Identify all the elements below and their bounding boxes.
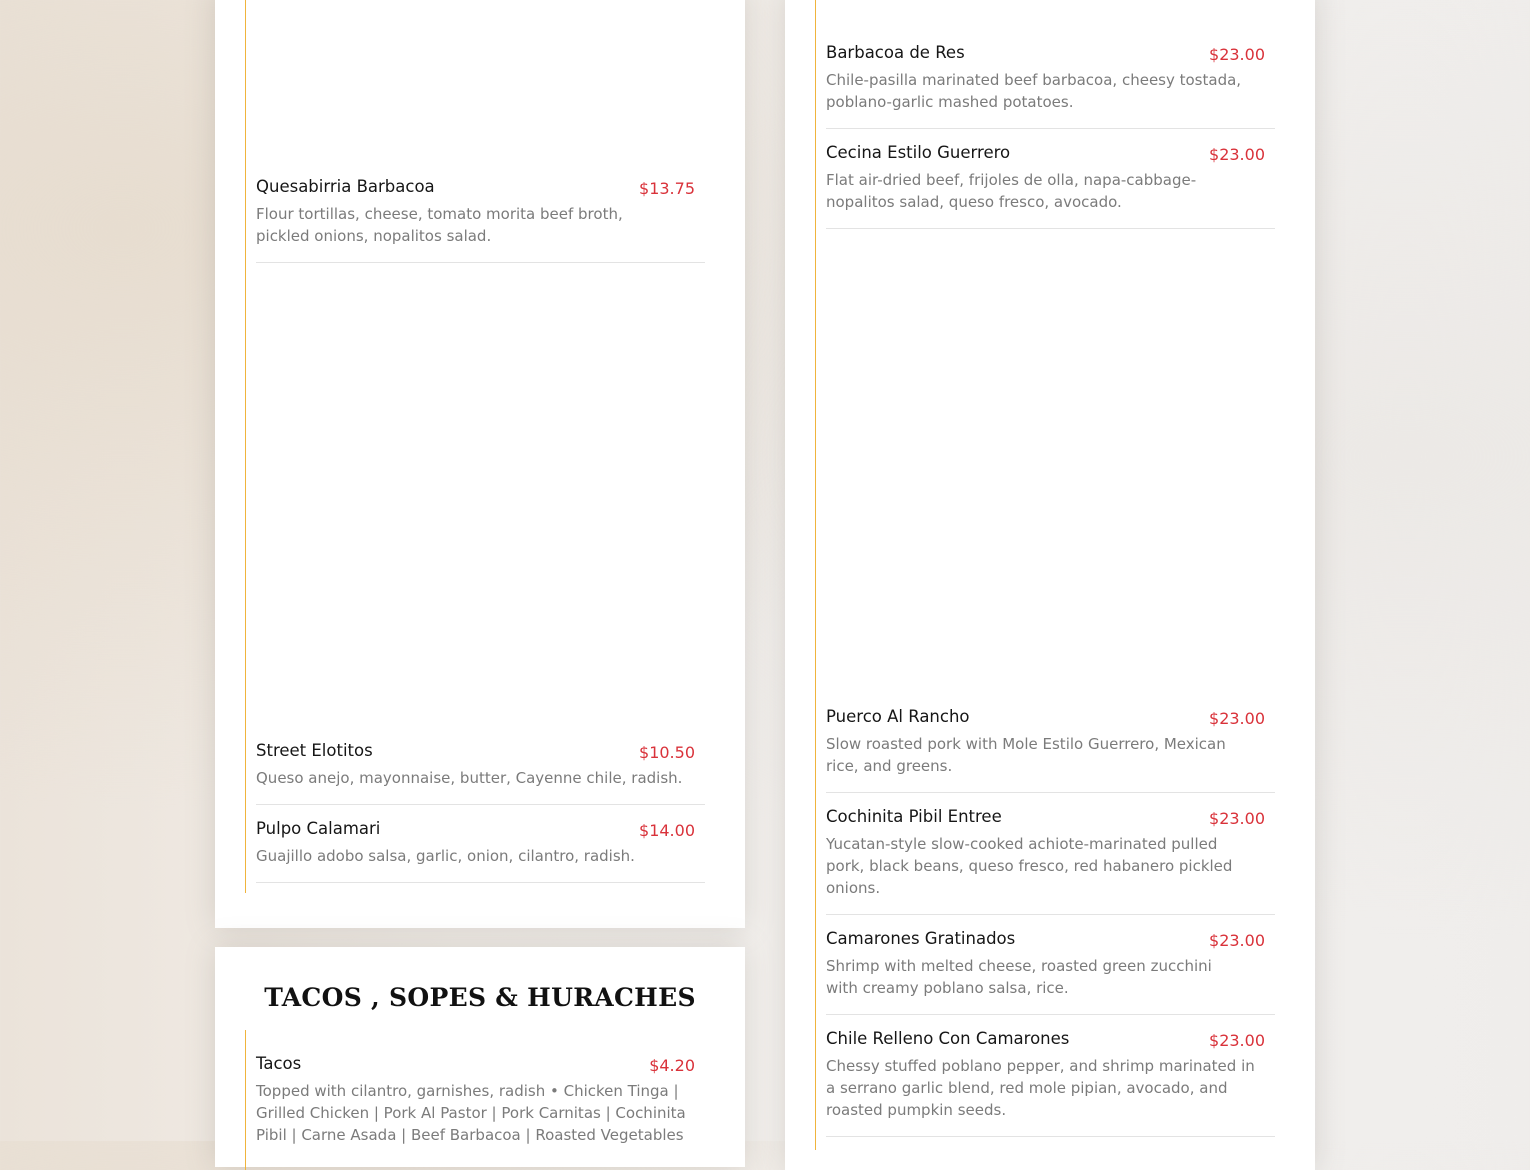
menu-item-name: Street Elotitos [256, 741, 373, 760]
menu-item-description: Guajillo adobo salsa, garlic, onion, cilantro, radish. [256, 847, 635, 865]
menu-item-separator [826, 1136, 1275, 1137]
menu-item-separator [826, 228, 1275, 229]
menu-item-description: Flat air-dried beef, frijoles de olla, napa-cabbage-nopalitos salad, queso fresco, avocado. [826, 171, 1197, 211]
menu-item-description: Flour tortillas, cheese, tomato morita beef broth, pickled onions, nopalitos salad. [256, 205, 623, 245]
menu-card-right [785, 0, 1315, 1170]
menu-item-price: $23.00 [1209, 809, 1265, 828]
menu-item-separator [826, 128, 1275, 129]
accent-divider-line [815, 0, 816, 1150]
menu-item-description: Topped with cilantro, garnishes, radish • Chicken Tinga | Grilled Chicken | Pork Al Pastor | Pork Carnitas | Cochinita Pibil | Carne Asada | Beef Barbacoa | Roasted Vegetables [256, 1082, 686, 1144]
menu-item-description: Slow roasted pork with Mole Estilo Guerrero, Mexican rice, and greens. [826, 735, 1226, 775]
menu-item-name: Tacos [256, 1054, 302, 1073]
menu-item-description: Chile-pasilla marinated beef barbacoa, cheesy tostada, poblano-garlic mashed potatoes. [826, 71, 1242, 111]
menu-item-price: $10.50 [639, 743, 695, 762]
menu-item-description: Shrimp with melted cheese, roasted green zucchini with creamy poblano salsa, rice. [826, 957, 1212, 997]
menu-item-price: $23.00 [1209, 1031, 1265, 1050]
menu-item-separator [256, 804, 705, 805]
menu-item-price: $23.00 [1209, 931, 1265, 950]
menu-item-price: $23.00 [1209, 45, 1265, 64]
menu-item-separator [256, 882, 705, 883]
menu-item-separator [826, 1014, 1275, 1015]
menu-item-name: Camarones Gratinados [826, 929, 1016, 948]
menu-card-tacos-section [215, 947, 745, 1167]
menu-item-price: $23.00 [1209, 709, 1265, 728]
section-title: TACOS , SOPES & HURACHES [264, 983, 696, 1012]
menu-item-name: Cecina Estilo Guerrero [826, 143, 1011, 162]
menu-item-name: Quesabirria Barbacoa [256, 177, 435, 196]
menu-item-separator [256, 262, 705, 263]
menu-item-description: Chessy stuffed poblano pepper, and shrimp marinated in a serrano garlic blend, red mole pipian, avocado, and roasted pumpkin seeds. [826, 1057, 1255, 1119]
menu-item-name: Chile Relleno Con Camarones [826, 1029, 1070, 1048]
accent-divider-line [245, 1030, 246, 1170]
menu-item-name: Pulpo Calamari [256, 819, 381, 838]
menu-card-left-top [215, 0, 745, 928]
menu-item-separator [826, 792, 1275, 793]
menu-item-price: $4.20 [649, 1056, 695, 1075]
menu-item-name: Puerco Al Rancho [826, 707, 970, 726]
accent-divider-line [245, 0, 246, 893]
menu-item-name: Barbacoa de Res [826, 43, 965, 62]
menu-item-price: $14.00 [639, 821, 695, 840]
menu-item-description: Queso anejo, mayonnaise, butter, Cayenne chile, radish. [256, 769, 683, 787]
menu-item-price: $13.75 [639, 179, 695, 198]
menu-item-price: $23.00 [1209, 145, 1265, 164]
menu-item-name: Cochinita Pibil Entree [826, 807, 1002, 826]
menu-item-description: Yucatan-style slow-cooked achiote-marinated pulled pork, black beans, queso fresco, red habanero pickled onions. [826, 835, 1233, 897]
menu-item-separator [826, 914, 1275, 915]
